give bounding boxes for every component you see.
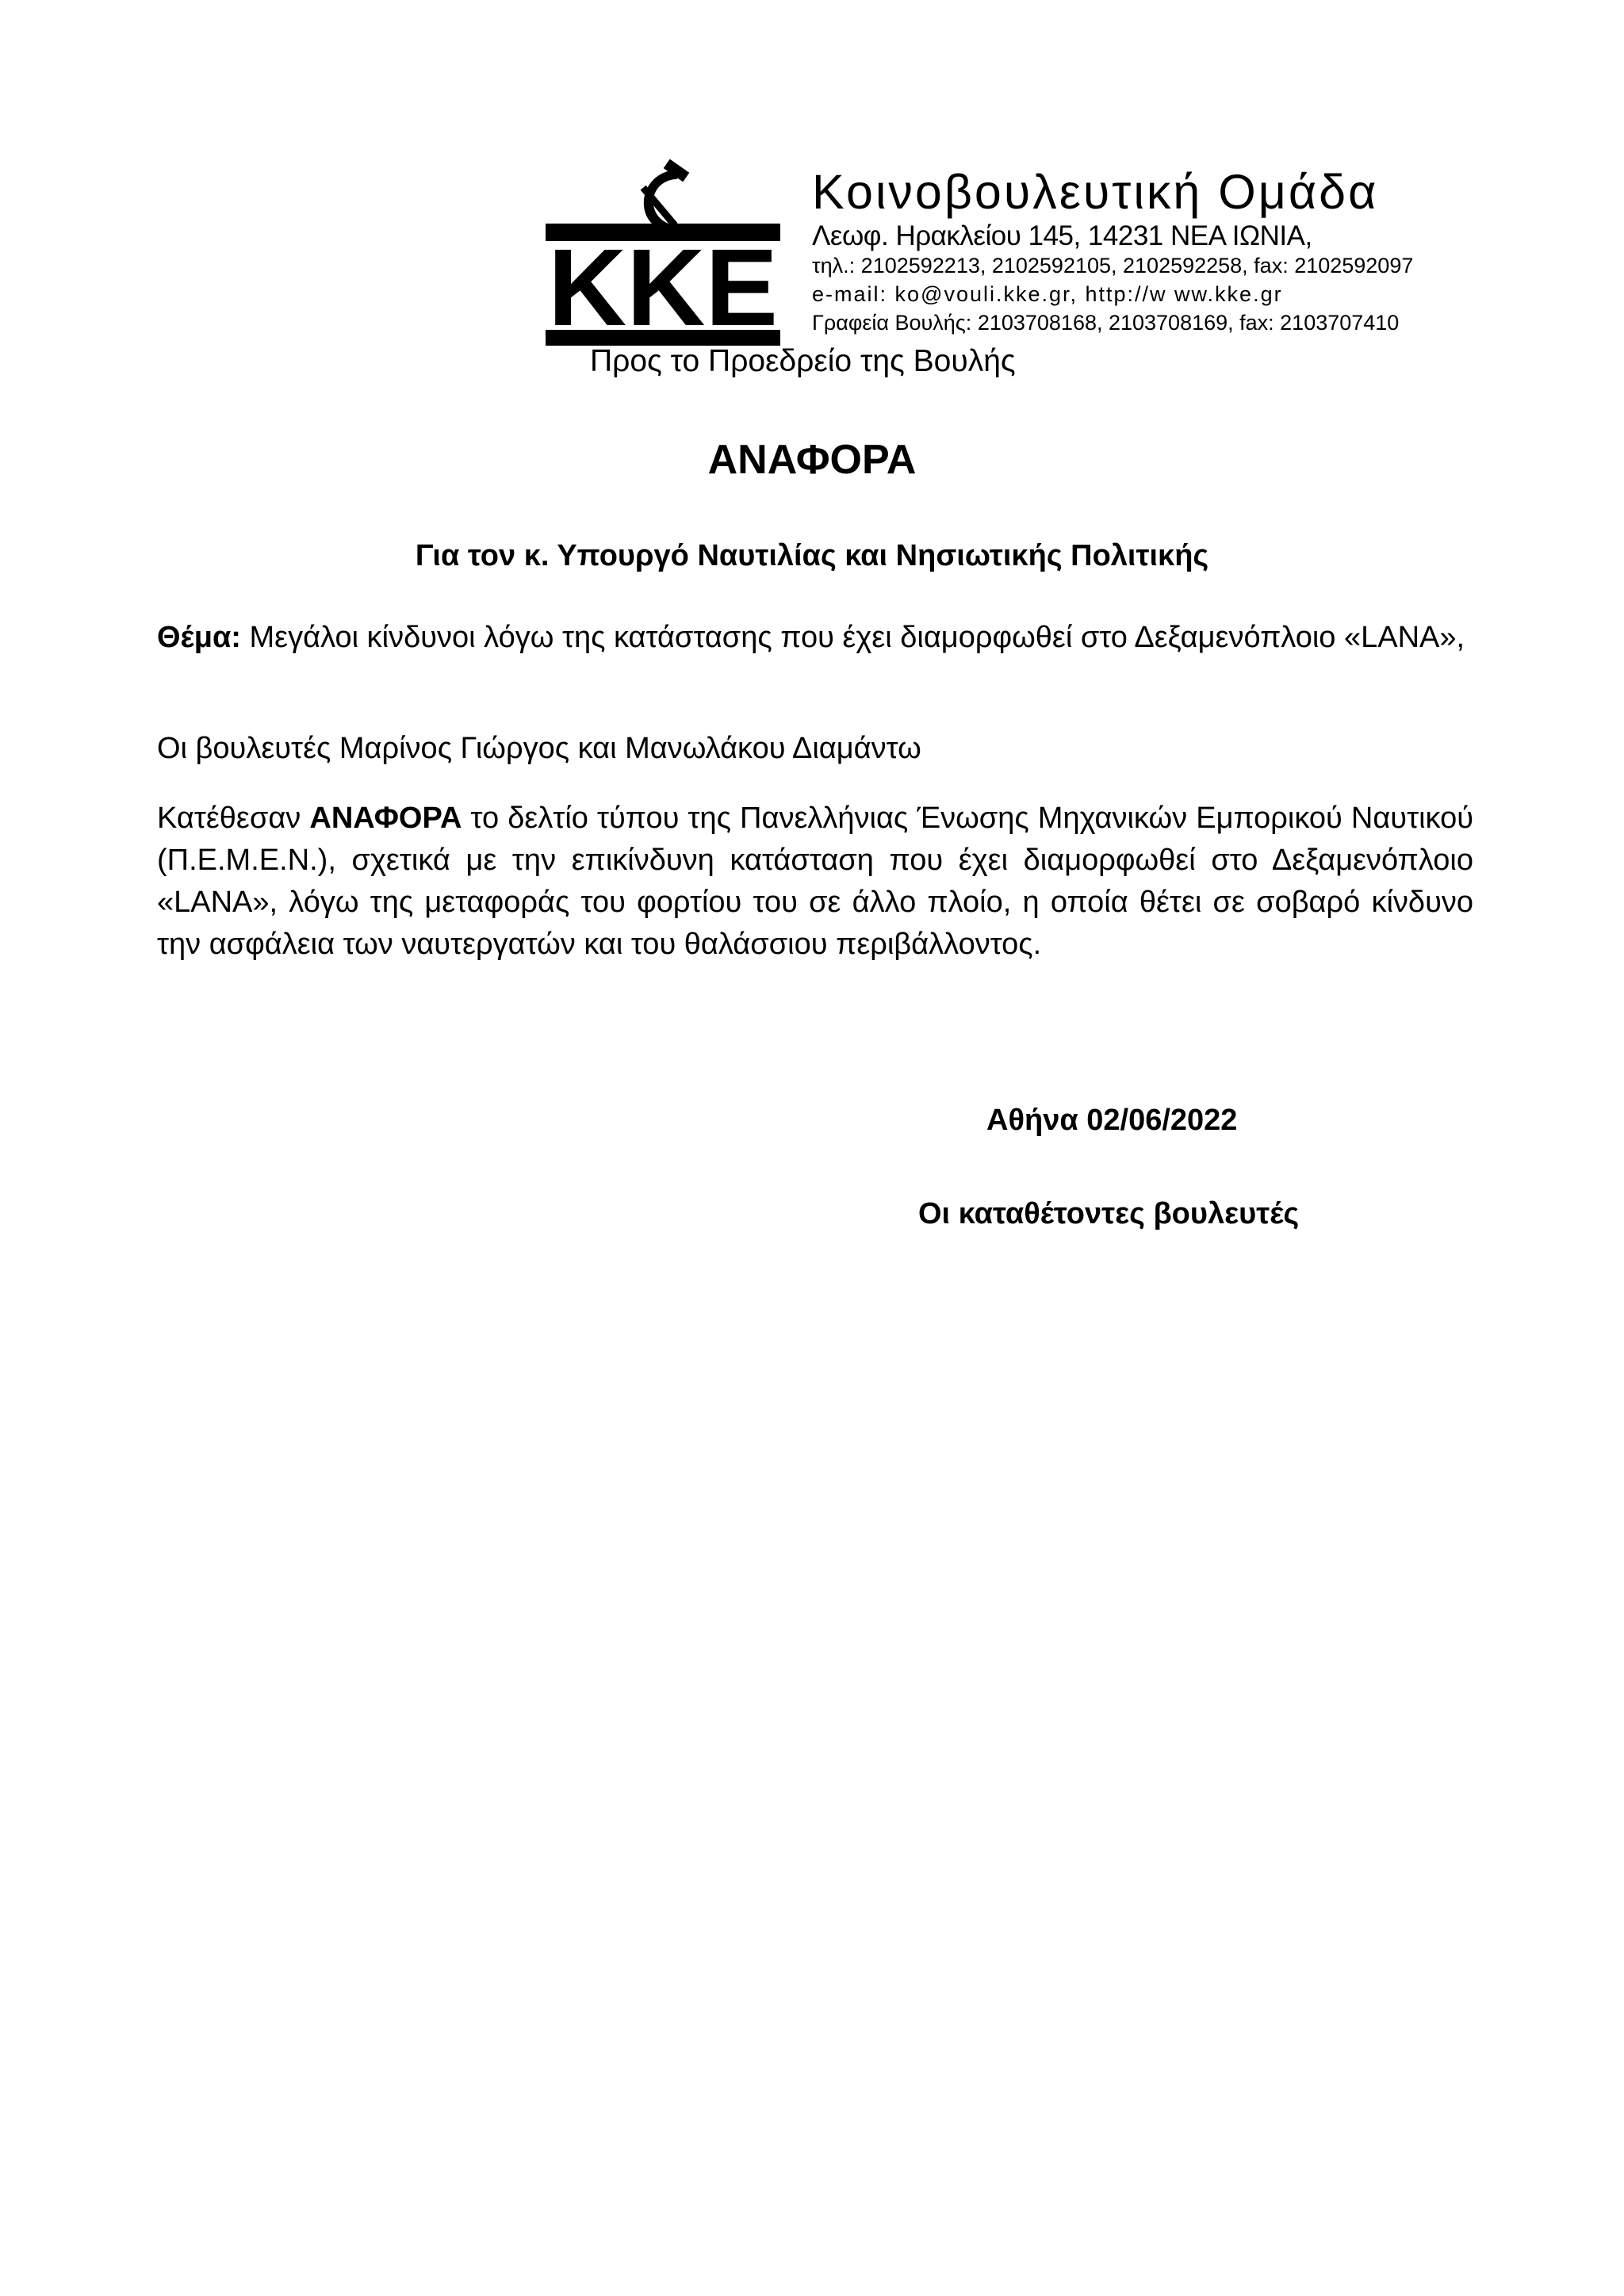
body-paragraph [157, 798, 1473, 966]
phone-line: τηλ.: 2102592213, 2102592105, 2102592258, fax: 2102592097 [812, 254, 1414, 278]
kke-logo [546, 159, 780, 346]
body-lead: Κατέθεσαν [157, 802, 301, 835]
org-title: Κοινοβουλευτική Ομάδα [812, 165, 1379, 219]
place-date: Αθήνα 02/06/2022 [986, 1104, 1238, 1137]
subject-text: Μεγάλοι κίνδυνοι λόγω της κατάστασης που έχει διαμορφωθεί στο Δεξαμενόπλοιο «LANA», [249, 621, 1465, 654]
recipient-line: Για τον κ. Υπουργό Ναυτιλίας και Νησιωτικής Πολιτικής [415, 539, 1209, 572]
header-contact-block [812, 165, 1605, 337]
parliament-offices-line: Γραφεία Βουλής: 2103708168, 2103708169, fax: 2103707410 [812, 310, 1400, 335]
deputies-line: Οι βουλευτές Μαρίνος Γιώργος και Μανωλάκου Διαμάντω [157, 732, 921, 765]
address-line: Λεωφ. Ηρακλείου 145, 14231 ΝΕΑ ΙΩΝΙΑ, [812, 220, 1312, 251]
addressee: Προς το Προεδρείο της Βουλής [590, 344, 1016, 378]
signatories: Οι καταθέτοντες βουλευτές [918, 1197, 1300, 1230]
hammer-sickle-icon [641, 159, 690, 234]
logo-letters: KKE [548, 227, 778, 346]
document-title: ΑΝΑΦΟΡΑ [707, 437, 917, 483]
body-rest: το δελτίο τύπου της Πανελλήνιας Ένωσης Μηχανικών Εμπορικού Ναυτικού (Π.Ε.Μ.Ε.Ν.), σχετικά με την επικίνδυνη κατάσταση που έχει διαμορφωθεί στο Δεξαμενόπλοιο «LANA», λόγω της μεταφοράς του φορτίου του σε άλλο πλοίο, η οποία θέτει σε σοβαρό κίνδυνο την ασφάλεια των ναυτεργατών και του θαλάσσιου περιβάλλοντος. [157, 802, 1473, 961]
subject-label: Θέμα: [157, 621, 241, 654]
subject-paragraph [157, 617, 1473, 659]
body-bold-word: ΑΝΑΦΟΡΑ [309, 802, 462, 835]
email-web-line: e-mail: ko@vouli.kke.gr, http://w ww.kke.gr [812, 281, 1283, 306]
